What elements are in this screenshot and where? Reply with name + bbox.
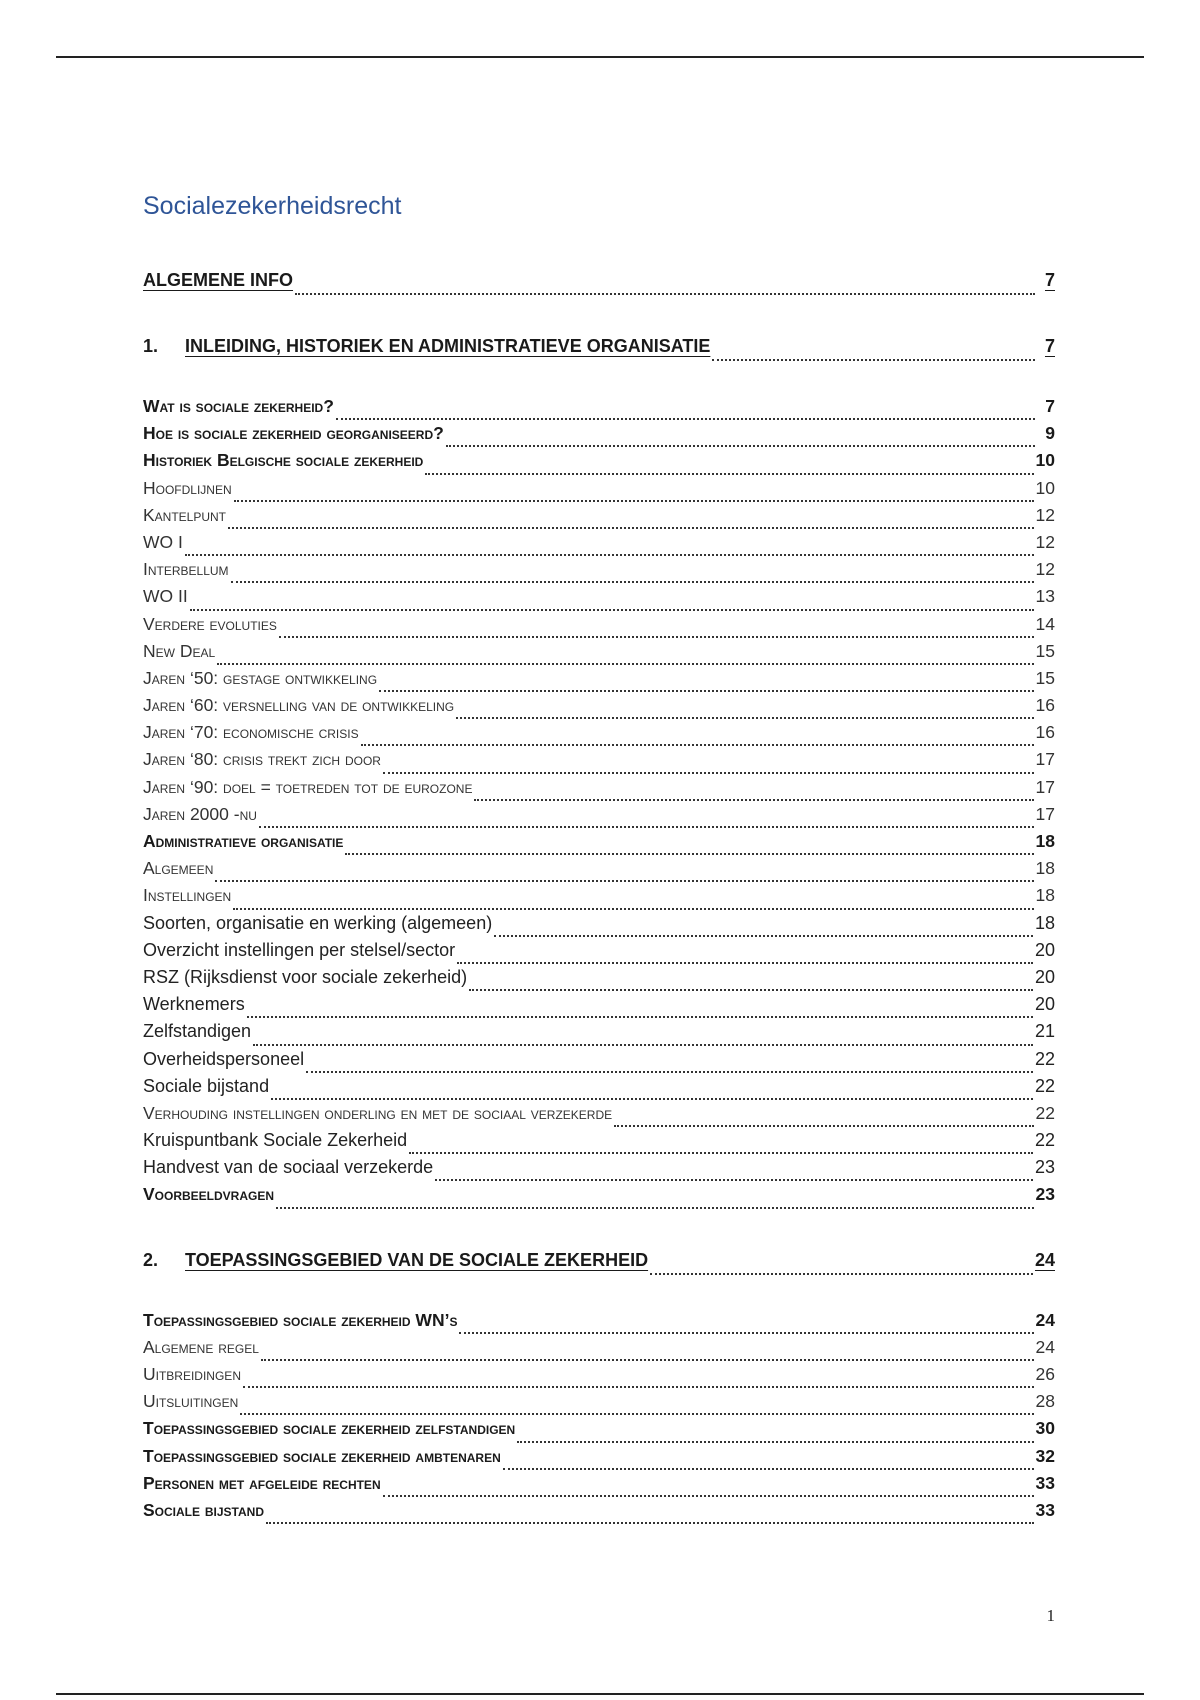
toc-leader bbox=[228, 518, 1034, 529]
toc-entry[interactable] bbox=[143, 393, 1055, 420]
toc-leader bbox=[614, 1116, 1033, 1127]
toc-leader bbox=[231, 572, 1034, 583]
toc-leader bbox=[336, 409, 1035, 420]
toc-entry[interactable] bbox=[143, 1154, 1055, 1181]
toc-page: 24 bbox=[1035, 1336, 1055, 1357]
toc-label: Kantelpunt bbox=[143, 504, 227, 525]
toc-label: Interbellum bbox=[143, 559, 229, 580]
toc-page: 12 bbox=[1035, 559, 1055, 580]
toc-page: 22 bbox=[1034, 1075, 1055, 1096]
toc-leader bbox=[185, 545, 1034, 556]
toc-label: New Deal bbox=[143, 640, 216, 661]
toc-page: 32 bbox=[1035, 1445, 1055, 1466]
toc-label: Overzicht instellingen per stelsel/sector bbox=[143, 939, 456, 960]
toc-label: Overheidspersoneel bbox=[143, 1048, 305, 1069]
toc-leader bbox=[361, 735, 1034, 746]
toc-label: Hoe is sociale zekerheid georganiseerd? bbox=[143, 423, 444, 444]
toc-page: 17 bbox=[1035, 803, 1055, 824]
toc-page: 17 bbox=[1035, 776, 1055, 797]
toc-leader bbox=[234, 491, 1034, 502]
toc-page: 15 bbox=[1035, 667, 1055, 688]
toc-label: Sociale bijstand bbox=[143, 1075, 270, 1096]
toc-entry[interactable] bbox=[143, 475, 1055, 502]
toc-label: Kruispuntbank Sociale Zekerheid bbox=[143, 1130, 408, 1151]
toc-label: Voorbeeldvragen bbox=[143, 1184, 275, 1205]
toc-page: 20 bbox=[1034, 994, 1055, 1015]
toc-leader bbox=[383, 1486, 1034, 1497]
toc-page: 33 bbox=[1035, 1472, 1055, 1493]
toc-page: 10 bbox=[1035, 450, 1055, 471]
toc-leader bbox=[409, 1143, 1033, 1154]
toc-label: Verhouding instellingen onderling en met de sociaal verzekerde bbox=[143, 1102, 613, 1123]
toc-entry[interactable] bbox=[143, 1497, 1055, 1524]
toc-entry[interactable] bbox=[143, 991, 1055, 1018]
toc-label: Uitsluitingen bbox=[143, 1391, 239, 1412]
toc-leader bbox=[217, 654, 1033, 665]
toc-label: Toepassingsgebied sociale zekerheid ambtenaren bbox=[143, 1445, 501, 1466]
toc-label: Jaren ‘90: doel = toetreden tot de eurozone bbox=[143, 776, 473, 797]
toc-label: Uitbreidingen bbox=[143, 1364, 241, 1384]
toc-entry[interactable] bbox=[143, 801, 1055, 828]
toc-label: WO II bbox=[143, 586, 188, 607]
toc-entry[interactable] bbox=[143, 529, 1055, 556]
toc-leader bbox=[279, 627, 1034, 638]
toc-leader bbox=[259, 817, 1034, 828]
toc-entry[interactable] bbox=[143, 1046, 1055, 1073]
toc-page: 21 bbox=[1034, 1021, 1055, 1042]
toc-entry[interactable] bbox=[143, 719, 1055, 746]
toc-page: 33 bbox=[1035, 1499, 1055, 1520]
toc-leader bbox=[253, 1035, 1033, 1046]
toc-label: Algemeen bbox=[143, 858, 214, 879]
page-number: 1 bbox=[1046, 1606, 1055, 1625]
toc-label: Sociale bijstand bbox=[143, 1499, 264, 1520]
toc-leader bbox=[276, 1198, 1034, 1209]
toc-page: 7 bbox=[1045, 396, 1055, 416]
toc-entry[interactable] bbox=[143, 1361, 1055, 1388]
toc-page: 15 bbox=[1035, 640, 1055, 661]
toc-leader bbox=[712, 350, 1035, 361]
toc-leader bbox=[295, 284, 1035, 295]
toc-entry[interactable] bbox=[143, 1018, 1055, 1045]
toc-label: Algemene regel bbox=[143, 1336, 259, 1357]
toc-entry[interactable] bbox=[143, 583, 1055, 610]
toc-label: Handvest van de sociaal verzekerde bbox=[143, 1157, 434, 1178]
toc-label: Jaren ‘50: gestage ontwikkeling bbox=[143, 667, 378, 688]
toc-label: WO I bbox=[143, 531, 183, 552]
toc-entry-algemene-info[interactable] bbox=[143, 265, 1055, 295]
toc-label: Toepassingsgebied sociale zekerheid WN’s bbox=[143, 1309, 458, 1330]
toc-page: 14 bbox=[1035, 613, 1055, 634]
toc-page: 18 bbox=[1034, 912, 1055, 933]
toc-entry[interactable] bbox=[143, 1443, 1055, 1470]
toc-label: ALGEMENE INFO bbox=[143, 270, 294, 290]
toc-leader bbox=[306, 1062, 1033, 1073]
toc-leader bbox=[474, 790, 1033, 801]
toc-label: Werknemers bbox=[143, 994, 245, 1015]
toc-leader bbox=[215, 871, 1033, 882]
toc-entry[interactable] bbox=[143, 1470, 1055, 1497]
toc-entry[interactable] bbox=[143, 882, 1055, 909]
document-title: Socialezekerheidsrecht bbox=[143, 192, 402, 220]
toc-page: 28 bbox=[1035, 1391, 1055, 1412]
toc-entry[interactable] bbox=[143, 746, 1055, 773]
toc-label: Instellingen bbox=[143, 885, 232, 906]
table-of-contents bbox=[143, 265, 1055, 1524]
toc-leader bbox=[271, 1089, 1033, 1100]
toc-leader bbox=[457, 953, 1033, 964]
toc-entry[interactable] bbox=[143, 556, 1055, 583]
toc-page: 20 bbox=[1034, 966, 1055, 987]
toc-leader bbox=[233, 899, 1033, 910]
toc-entry[interactable] bbox=[143, 1388, 1055, 1415]
toc-label bbox=[143, 331, 710, 361]
toc-page: 16 bbox=[1035, 722, 1055, 743]
toc-label: Jaren ‘60: versnelling van de ontwikkeling bbox=[143, 695, 455, 716]
toc-entry[interactable] bbox=[143, 1181, 1055, 1208]
toc-page: 24 bbox=[1034, 1249, 1055, 1270]
toc-label: Personen met afgeleide rechten bbox=[143, 1472, 381, 1493]
toc-entry[interactable] bbox=[143, 1100, 1055, 1127]
toc-label: Historiek Belgische sociale zekerheid bbox=[143, 450, 424, 471]
toc-chapter-2[interactable] bbox=[143, 1245, 1055, 1275]
toc-page: 18 bbox=[1035, 858, 1055, 879]
toc-entry[interactable] bbox=[143, 1073, 1055, 1100]
toc-label: Jaren 2000 -nu bbox=[143, 803, 257, 824]
toc-page: 23 bbox=[1034, 1157, 1055, 1178]
toc-page: 26 bbox=[1035, 1364, 1055, 1384]
toc-entry[interactable] bbox=[143, 937, 1055, 964]
toc-leader bbox=[261, 1350, 1034, 1361]
toc-page: 7 bbox=[1044, 336, 1055, 356]
toc-leader bbox=[247, 1007, 1033, 1018]
toc-leader bbox=[503, 1459, 1034, 1470]
toc-page: 22 bbox=[1034, 1048, 1055, 1069]
chapter-title: INLEIDING, HISTORIEK EN ADMINISTRATIEVE ORGANISATIE bbox=[185, 336, 711, 356]
toc-entry[interactable] bbox=[143, 774, 1055, 801]
toc-entry[interactable] bbox=[143, 1127, 1055, 1154]
toc-entry[interactable] bbox=[143, 828, 1055, 855]
toc-leader bbox=[469, 980, 1033, 991]
toc-label: Administratieve organisatie bbox=[143, 831, 344, 851]
toc-entry[interactable] bbox=[143, 855, 1055, 882]
toc-page: 20 bbox=[1034, 939, 1055, 960]
toc-page: 18 bbox=[1035, 885, 1055, 906]
toc-leader bbox=[425, 464, 1033, 475]
toc-page: 16 bbox=[1035, 695, 1055, 716]
toc-entry[interactable] bbox=[143, 1334, 1055, 1361]
toc-label: Toepassingsgebied sociale zekerheid zelfstandigen bbox=[143, 1418, 516, 1439]
toc-entry[interactable] bbox=[143, 638, 1055, 665]
toc-entry[interactable] bbox=[143, 447, 1055, 474]
header-rule bbox=[56, 56, 1144, 58]
toc-label: Soorten, organisatie en werking (algemeen) bbox=[143, 912, 493, 933]
toc-leader bbox=[345, 844, 1033, 855]
toc-entry[interactable] bbox=[143, 1307, 1055, 1334]
toc-leader bbox=[266, 1513, 1034, 1524]
toc-page: 30 bbox=[1035, 1418, 1055, 1439]
toc-page: 22 bbox=[1035, 1102, 1055, 1123]
toc-entry[interactable] bbox=[143, 692, 1055, 719]
toc-label: Wat is sociale zekerheid? bbox=[143, 396, 334, 416]
toc-page: 13 bbox=[1035, 586, 1055, 607]
toc-entry[interactable] bbox=[143, 502, 1055, 529]
toc-leader bbox=[243, 1377, 1034, 1388]
chapter-title: TOEPASSINGSGEBIED VAN DE SOCIALE ZEKERHEID bbox=[185, 1249, 649, 1270]
toc-leader bbox=[446, 436, 1035, 447]
toc-leader bbox=[494, 926, 1033, 937]
toc-entry[interactable] bbox=[143, 611, 1055, 638]
toc-leader bbox=[650, 1264, 1033, 1275]
toc-leader bbox=[459, 1323, 1033, 1334]
toc-label: Jaren ‘70: economische crisis bbox=[143, 722, 359, 743]
toc-page: 17 bbox=[1035, 749, 1055, 770]
toc-leader bbox=[383, 763, 1034, 774]
chapter-number: 1. bbox=[143, 336, 159, 356]
toc-chapter-1[interactable] bbox=[143, 331, 1055, 361]
toc-page: 24 bbox=[1035, 1309, 1055, 1330]
toc-leader bbox=[456, 708, 1033, 719]
toc-page: 22 bbox=[1034, 1130, 1055, 1151]
toc-leader bbox=[517, 1432, 1033, 1443]
toc-entry[interactable] bbox=[143, 665, 1055, 692]
toc-page: 9 bbox=[1045, 423, 1055, 444]
toc-entry[interactable] bbox=[143, 420, 1055, 447]
toc-page: 18 bbox=[1035, 831, 1055, 851]
toc-label: Hoofdlijnen bbox=[143, 477, 232, 498]
toc-label: Zelfstandigen bbox=[143, 1021, 252, 1042]
toc-label: RSZ (Rijksdienst voor sociale zekerheid) bbox=[143, 966, 468, 987]
toc-leader bbox=[190, 600, 1034, 611]
toc-entry[interactable] bbox=[143, 1415, 1055, 1442]
toc-label bbox=[143, 1245, 648, 1275]
toc-page: 10 bbox=[1035, 477, 1055, 498]
toc-label: Jaren ‘80: crisis trekt zich door bbox=[143, 749, 381, 770]
toc-page: 12 bbox=[1035, 504, 1055, 525]
toc-page: 23 bbox=[1035, 1184, 1055, 1205]
footer-rule bbox=[56, 1693, 1144, 1695]
toc-label: Verdere evoluties bbox=[143, 613, 277, 634]
toc-leader bbox=[379, 681, 1034, 692]
toc-leader bbox=[240, 1404, 1033, 1415]
toc-entry[interactable] bbox=[143, 964, 1055, 991]
toc-leader bbox=[435, 1170, 1033, 1181]
toc-page: 12 bbox=[1035, 531, 1055, 552]
toc-page: 7 bbox=[1044, 270, 1055, 290]
chapter-number: 2. bbox=[143, 1249, 159, 1270]
toc-entry[interactable] bbox=[143, 910, 1055, 937]
